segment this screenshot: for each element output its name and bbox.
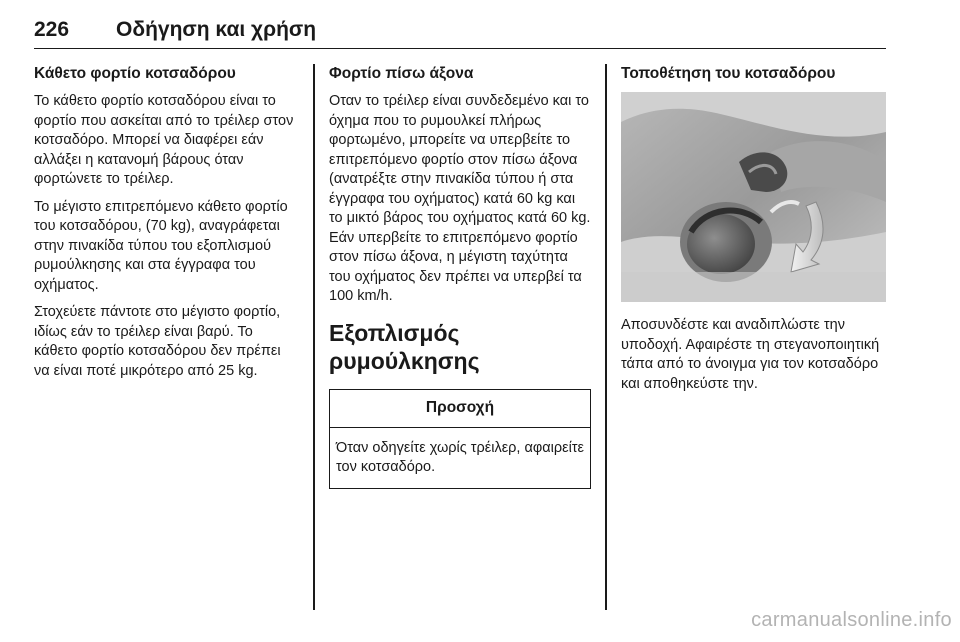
page-header [34,10,886,49]
column-fitting-towbar [621,64,886,402]
caution-box [329,389,591,489]
towbar-socket-illustration [621,92,886,302]
page-number: 226 [34,18,70,41]
column-divider [605,64,607,610]
paragraph: Το μέγιστο επιτρεπόμενο κάθετο φορτίο του κοτσαδόρου, (70 kg), αναγράφεται στην πινακίδα τύπου του εξοπλισμού ρυμούλκησης και στα έγγραφα του οχήματος. [34,198,288,293]
column-rear-axle-load [329,64,591,489]
paragraph: Αποσυνδέστε και αναδιπλώστε την υποδοχή. Αφαιρέστε τη στεγανοποιητική τάπα από το άνοιγμα για τον κοτσαδόρο και αποθηκεύστε την. [621,317,880,392]
running-title: Οδήγηση και χρήση [116,18,317,41]
watermark: carmanualsonline.info [751,609,952,631]
section-heading-vertical-load: Κάθετο φορτίο κοτσαδόρου [34,65,236,82]
paragraph: Στοχεύετε πάντοτε στο μέγιστο φορτίο, ιδίως εάν το τρέιλερ είναι βαρύ. Το κάθετο φορτίο κοτσαδόρου δεν πρέπει να είναι ποτέ μικρότερο από 25 kg. [34,304,281,379]
paragraph: Το κάθετο φορτίο κοτσαδόρου είναι το φορτίο που ασκείται από το τρέιλερ στον κοτσαδόρο. Μπορεί να διαφέρει εάν αλλάξει η κατανομή βάρους όταν φορτώνετε το τρέιλερ. [34,93,294,187]
caution-body: Όταν οδηγείτε χωρίς τρέιλερ, αφαιρείτε τον κοτσαδόρο. [336,439,584,475]
section-heading-rear-axle-load: Φορτίο πίσω άξονα [329,65,474,82]
column-divider [313,64,315,610]
column-vertical-load [34,64,300,389]
section-heading-fitting-towbar: Τοποθέτηση του κοτσαδόρου [621,65,836,82]
caution-title: Προσοχή [330,390,590,428]
paragraph: Οταν το τρέιλερ είναι συνδεδεμένο και το όχημα που το ρυμουλκεί πλήρως φορτωμένο, μπορείτε να υπερβείτε το επιτρεπόμενο φορτίο στον πίσω άξονα (ανατρέξτε στην πινακίδα τύπου ή στα έγγραφα του οχήματος) κατά 60 kg και το μικτό βάρος του οχήματος κατά 60 kg. Εάν υπερβείτε το επιτρεπόμενο φορτίο στον πίσω άξονα, η μέγιστη ταχύτητα του οχήματος δεν πρέπει να υπερβεί τα 100 km/h. [329,93,591,304]
section-title-towing-equipment: Εξοπλισμός ρυμούλκησης [329,319,480,374]
